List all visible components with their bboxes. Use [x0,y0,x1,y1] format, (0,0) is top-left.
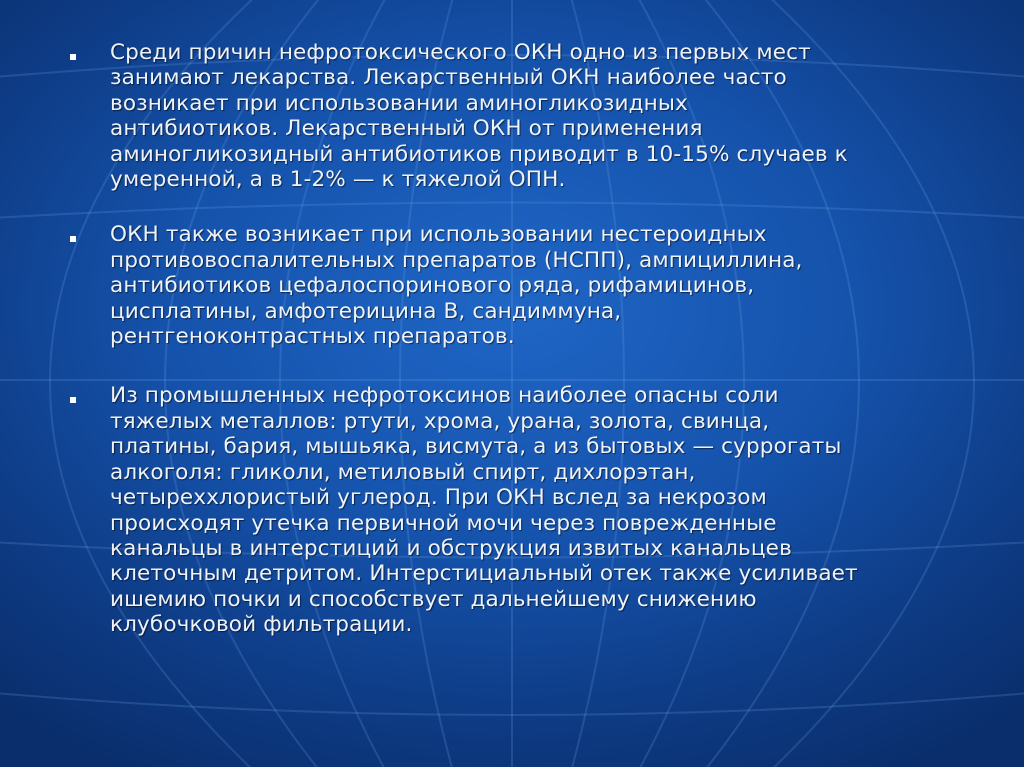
square-bullet-icon [70,236,76,242]
bullet-text: Из промышленных нефротоксинов наиболее опасны соли тяжелых металлов: ртути, хрома, урана, золота, свинца, платины, бария, мышьяка, висмута, а из бытовых — суррогаты алкоголя: гликоли, метиловый спирт, дихлорэтан, четыреххлористый углерод. При ОКН вслед за некрозом происходят утечка первичной мочи через поврежденные канальцы в интерстиций и обструкция извитых канальцев клеточным детритом. Интерстициальный отек также усиливает ишемию почки и способствует дальнейшему снижению клубочковой фильтрации. [110,383,858,638]
square-bullet-icon [70,397,76,403]
bullet-list [66,40,986,668]
bullet-text: Среди причин нефротоксического ОКН одно из первых мест занимают лекарства. Лекарственный ОКН наиболее часто возникает при использовании аминогликозидных антибиотиков. Лекарственный ОКН от применения аминогликозидный антибиотиков приводит в 10-15% случаев к умеренной, а в 1-2% — к тяжелой ОПН. [110,40,848,193]
bullet-text: ОКН также возникает при использовании нестероидных противовоспалительных препаратов (НСПП), ампициллина, антибиотиков цефалоспоринового ряда, рифамицинов, цисплатины, амфотерицина В, сандиммуна, рентгеноконтрастных препаратов. [110,222,803,350]
bullet-item [66,40,986,192]
bullet-item [66,222,986,349]
bullet-item [66,383,986,637]
square-bullet-icon [70,54,76,60]
